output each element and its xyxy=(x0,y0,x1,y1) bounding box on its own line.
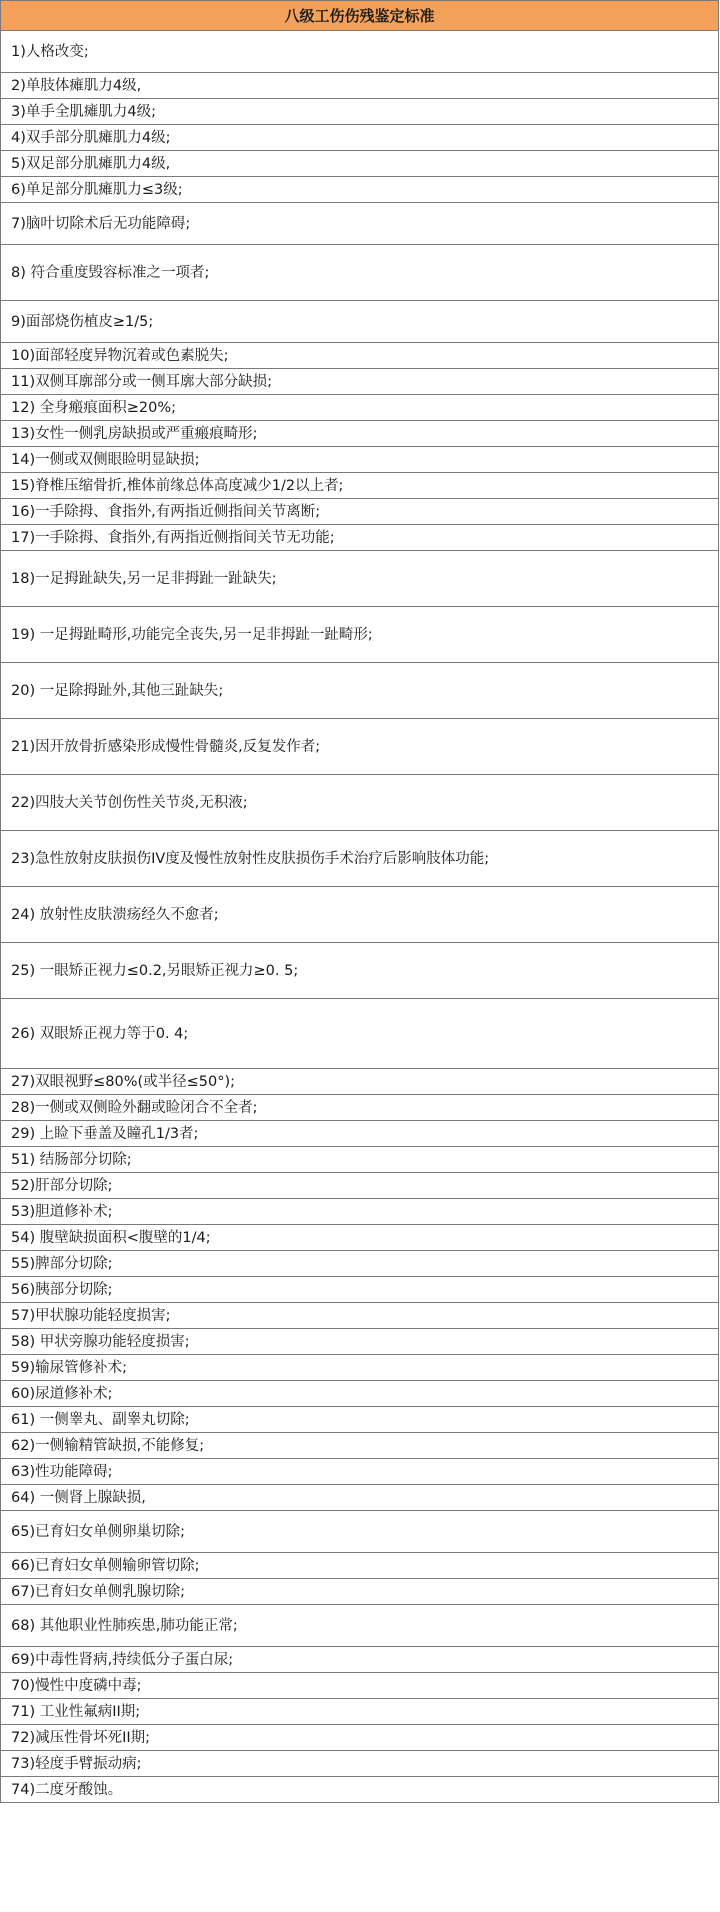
table-row xyxy=(1,1355,719,1381)
standard-item: 72)减压性骨坏死II期; xyxy=(1,1725,719,1751)
table-row xyxy=(1,1579,719,1605)
standard-item: 28)一侧或双侧睑外翻或睑闭合不全者; xyxy=(1,1095,719,1121)
table-row xyxy=(1,1433,719,1459)
standard-item: 18)一足拇趾缺失,另一足非拇趾一趾缺失; xyxy=(1,551,719,607)
table-row xyxy=(1,301,719,343)
standard-item: 20) 一足除拇趾外,其他三趾缺失; xyxy=(1,663,719,719)
table-row xyxy=(1,1605,719,1647)
standard-item: 3)单手全肌瘫肌力4级; xyxy=(1,99,719,125)
table-row xyxy=(1,1459,719,1485)
standard-item: 68) 其他职业性肺疾患,肺功能正常; xyxy=(1,1605,719,1647)
table-row xyxy=(1,1725,719,1751)
table-row xyxy=(1,887,719,943)
standard-item: 17)一手除拇、食指外,有两指近侧指间关节无功能; xyxy=(1,525,719,551)
standard-item: 13)女性一侧乳房缺损或严重瘢痕畸形; xyxy=(1,421,719,447)
standard-item: 6)单足部分肌瘫肌力≤3级; xyxy=(1,177,719,203)
standard-item: 19) 一足拇趾畸形,功能完全丧失,另一足非拇趾一趾畸形; xyxy=(1,607,719,663)
table-row xyxy=(1,775,719,831)
standard-item: 16)一手除拇、食指外,有两指近侧指间关节离断; xyxy=(1,499,719,525)
table-row xyxy=(1,1095,719,1121)
standard-item: 12) 全身瘢痕面积≥20%; xyxy=(1,395,719,421)
table-row xyxy=(1,473,719,499)
table-row xyxy=(1,1199,719,1225)
standard-item: 60)尿道修补术; xyxy=(1,1381,719,1407)
table-row xyxy=(1,663,719,719)
standard-item: 4)双手部分肌瘫肌力4级; xyxy=(1,125,719,151)
standard-item: 24) 放射性皮肤溃疡经久不愈者; xyxy=(1,887,719,943)
standard-item: 51) 结肠部分切除; xyxy=(1,1147,719,1173)
standard-item: 23)急性放射皮肤损伤IV度及慢性放射性皮肤损伤手术治疗后影响肢体功能; xyxy=(1,831,719,887)
table-row xyxy=(1,1069,719,1095)
table-row xyxy=(1,125,719,151)
table-row xyxy=(1,1647,719,1673)
standard-item: 74)二度牙酸蚀。 xyxy=(1,1777,719,1803)
table-row xyxy=(1,943,719,999)
standard-item: 57)甲状腺功能轻度损害; xyxy=(1,1303,719,1329)
standard-item: 15)脊椎压缩骨折,椎体前缘总体高度减少1/2以上者; xyxy=(1,473,719,499)
table-row xyxy=(1,1777,719,1803)
table-row xyxy=(1,99,719,125)
standard-item: 69)中毒性肾病,持续低分子蛋白尿; xyxy=(1,1647,719,1673)
standard-item: 9)面部烧伤植皮≥1/5; xyxy=(1,301,719,343)
standard-item: 2)单肢体瘫肌力4级, xyxy=(1,73,719,99)
standard-item: 73)轻度手臂振动病; xyxy=(1,1751,719,1777)
standard-item: 54) 腹壁缺损面积<腹壁的1/4; xyxy=(1,1225,719,1251)
standard-item: 8) 符合重度毁容标准之一项者; xyxy=(1,245,719,301)
table-row xyxy=(1,1303,719,1329)
table-row xyxy=(1,1407,719,1433)
standard-item: 25) 一眼矫正视力≤0.2,另眼矫正视力≥0. 5; xyxy=(1,943,719,999)
standard-item: 7)脑叶切除术后无功能障碍; xyxy=(1,203,719,245)
standard-item: 21)因开放骨折感染形成慢性骨髓炎,反复发作者; xyxy=(1,719,719,775)
table-row xyxy=(1,447,719,473)
table-row xyxy=(1,1381,719,1407)
standard-item: 1)人格改变; xyxy=(1,31,719,73)
standard-item: 64) 一侧肾上腺缺损, xyxy=(1,1485,719,1511)
standard-item: 26) 双眼矫正视力等于0. 4; xyxy=(1,999,719,1069)
table-row xyxy=(1,1147,719,1173)
standard-item: 11)双侧耳廓部分或一侧耳廓大部分缺损; xyxy=(1,369,719,395)
table-row xyxy=(1,395,719,421)
table-row xyxy=(1,1553,719,1579)
standard-item: 61) 一侧睾丸、副睾丸切除; xyxy=(1,1407,719,1433)
standard-item: 67)已育妇女单侧乳腺切除; xyxy=(1,1579,719,1605)
table-row xyxy=(1,1673,719,1699)
table-row xyxy=(1,203,719,245)
standard-item: 5)双足部分肌瘫肌力4级, xyxy=(1,151,719,177)
standard-item: 62)一侧输精管缺损,不能修复; xyxy=(1,1433,719,1459)
table-title: 八级工伤伤残鉴定标准 xyxy=(1,1,719,31)
table-row xyxy=(1,831,719,887)
table-row xyxy=(1,1751,719,1777)
table-row xyxy=(1,1121,719,1147)
table-row xyxy=(1,1329,719,1355)
table-row xyxy=(1,1173,719,1199)
table-row xyxy=(1,343,719,369)
table-row xyxy=(1,607,719,663)
standard-item: 53)胆道修补术; xyxy=(1,1199,719,1225)
standard-item: 14)一侧或双侧眼睑明显缺损; xyxy=(1,447,719,473)
table-row xyxy=(1,369,719,395)
table-row xyxy=(1,1251,719,1277)
table-row xyxy=(1,1511,719,1553)
table-row xyxy=(1,1699,719,1725)
standard-item: 29) 上睑下垂盖及瞳孔1/3者; xyxy=(1,1121,719,1147)
standard-item: 10)面部轻度异物沉着或色素脱失; xyxy=(1,343,719,369)
table-row xyxy=(1,421,719,447)
table-row xyxy=(1,1277,719,1303)
table-row xyxy=(1,177,719,203)
table-row xyxy=(1,999,719,1069)
table-row xyxy=(1,719,719,775)
standard-item: 63)性功能障碍; xyxy=(1,1459,719,1485)
table-row xyxy=(1,499,719,525)
table-row xyxy=(1,151,719,177)
table-row xyxy=(1,551,719,607)
standard-item: 59)输尿管修补术; xyxy=(1,1355,719,1381)
standard-item: 58) 甲状旁腺功能轻度损害; xyxy=(1,1329,719,1355)
table-row xyxy=(1,1225,719,1251)
standard-item: 65)已育妇女单侧卵巢切除; xyxy=(1,1511,719,1553)
standard-item: 71) 工业性氟病II期; xyxy=(1,1699,719,1725)
standard-item: 66)已育妇女单侧输卵管切除; xyxy=(1,1553,719,1579)
standard-item: 27)双眼视野≤80%(或半径≤50°); xyxy=(1,1069,719,1095)
standard-item: 70)慢性中度磷中毒; xyxy=(1,1673,719,1699)
standard-item: 22)四肢大关节创伤性关节炎,无积液; xyxy=(1,775,719,831)
standard-item: 56)胰部分切除; xyxy=(1,1277,719,1303)
table-header-row xyxy=(1,1,719,31)
table-row xyxy=(1,31,719,73)
table-row xyxy=(1,73,719,99)
table-row xyxy=(1,1485,719,1511)
table-row xyxy=(1,525,719,551)
table-row xyxy=(1,245,719,301)
standard-item: 52)肝部分切除; xyxy=(1,1173,719,1199)
standard-item: 55)脾部分切除; xyxy=(1,1251,719,1277)
